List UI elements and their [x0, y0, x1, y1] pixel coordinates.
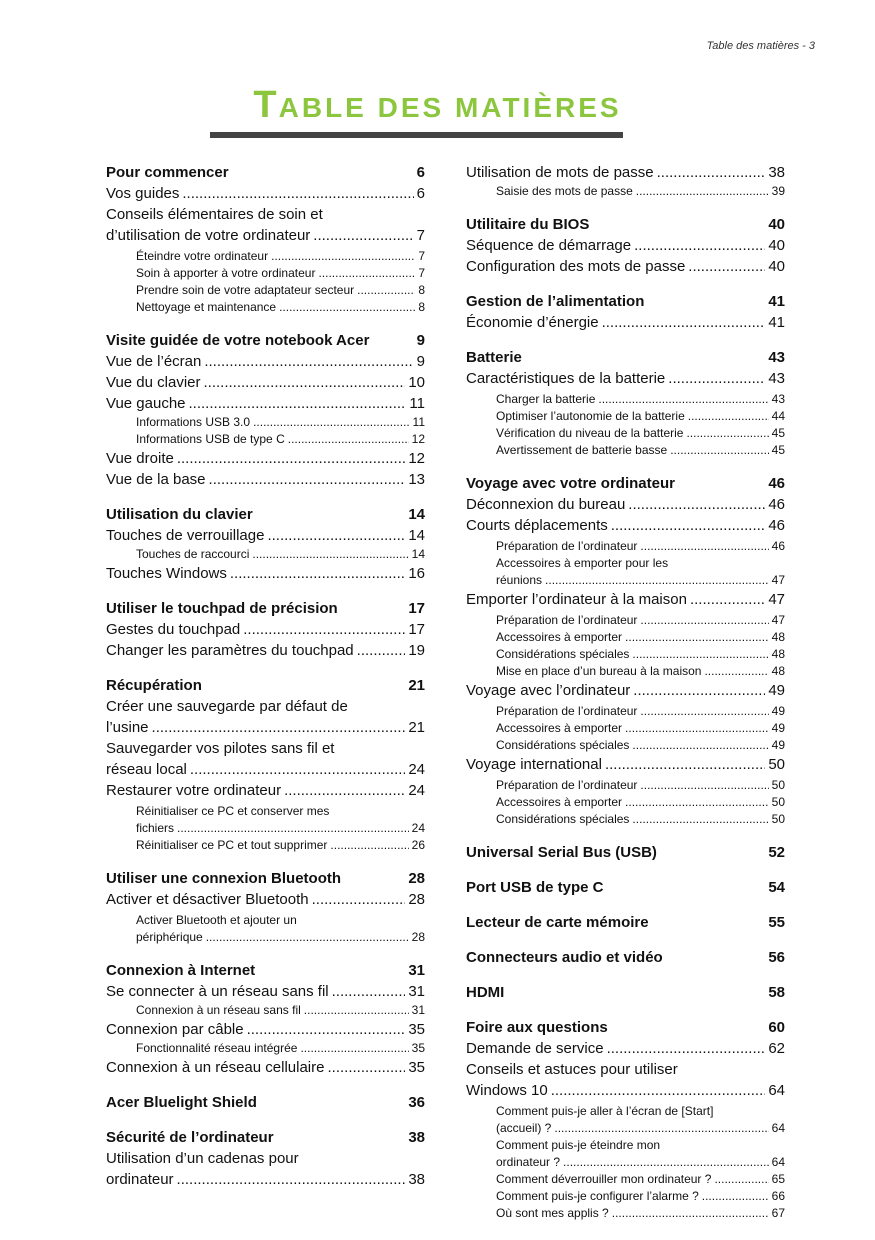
toc-section[interactable]: Utiliser le touchpad de précision 17 — [106, 600, 425, 617]
toc-subentry[interactable]: Mise en place d’un bureau à la maison ..... 48 — [496, 663, 785, 680]
page-title: TABLE DES MATIÈRES — [253, 84, 622, 126]
toc-subentry[interactable]: ordinateur ? ..... 64 — [496, 1154, 785, 1171]
toc-section[interactable]: Utiliser une connexion Bluetooth 28 — [106, 870, 425, 887]
toc-entry[interactable]: Demande de service ..... 62 — [466, 1038, 785, 1059]
toc-section[interactable]: Lecteur de carte mémoire 55 — [466, 914, 785, 931]
toc-entry[interactable]: l’usine ..... 21 — [106, 717, 425, 738]
toc-subentry[interactable]: Comment puis-je configurer l’alarme ? ..... 66 — [496, 1188, 785, 1205]
toc-entry[interactable]: Restaurer votre ordinateur ..... 24 — [106, 780, 425, 801]
toc-subentry[interactable]: Soin à apporter à votre ordinateur ..... 7 — [136, 265, 425, 282]
toc-subentry[interactable]: Informations USB 3.0 ..... 11 — [136, 414, 425, 431]
toc-entry[interactable]: Courts déplacements ..... 46 — [466, 515, 785, 536]
toc-entry[interactable]: Vue droite ..... 12 — [106, 448, 425, 469]
toc-section[interactable]: Voyage avec votre ordinateur 46 — [466, 475, 785, 492]
toc-entry[interactable]: ordinateur ..... 38 — [106, 1169, 425, 1190]
toc-subentry[interactable]: Préparation de l’ordinateur ..... 50 — [496, 777, 785, 794]
toc-entry[interactable]: Séquence de démarrage ..... 40 — [466, 235, 785, 256]
toc-left-column — [106, 162, 425, 1190]
toc-entry-line[interactable]: Sauvegarder vos pilotes sans fil et — [106, 740, 335, 757]
toc-section[interactable]: Visite guidée de votre notebook Acer 9 — [106, 332, 425, 349]
toc-subentry[interactable]: Prendre soin de votre adaptateur secteur ..... 8 — [136, 282, 425, 299]
toc-section[interactable]: Utilisation du clavier 14 — [106, 506, 425, 523]
toc-subentry[interactable]: (accueil) ? ..... 64 — [496, 1120, 785, 1137]
toc-subentry[interactable]: Optimiser l’autonomie de la batterie ..... 44 — [496, 408, 785, 425]
toc-section[interactable]: Universal Serial Bus (USB) 52 — [466, 844, 785, 861]
toc-subentry[interactable]: Fonctionnalité réseau intégrée ..... 35 — [136, 1040, 425, 1057]
toc-subentry-line[interactable]: Accessoires à emporter pour les — [496, 556, 669, 570]
toc-subentry[interactable]: Nettoyage et maintenance ..... 8 — [136, 299, 425, 316]
toc-entry[interactable]: Activer et désactiver Bluetooth ..... 28 — [106, 889, 425, 910]
toc-subentry[interactable]: Touches de raccourci ..... 14 — [136, 546, 425, 563]
toc-entry[interactable]: Se connecter à un réseau sans fil ..... 31 — [106, 981, 425, 1002]
toc-entry[interactable]: Voyage avec l’ordinateur ..... 49 — [466, 680, 785, 701]
toc-subentry[interactable]: Considérations spéciales ..... 48 — [496, 646, 785, 663]
toc-entry[interactable]: Emporter l’ordinateur à la maison ..... 47 — [466, 589, 785, 610]
toc-subentry[interactable]: Informations USB de type C ..... 12 — [136, 431, 425, 448]
toc-entry[interactable]: Gestes du touchpad ..... 17 — [106, 619, 425, 640]
toc-section[interactable]: Sécurité de l’ordinateur 38 — [106, 1129, 425, 1146]
toc-section[interactable]: Utilitaire du BIOS 40 — [466, 216, 785, 233]
toc-subentry-line[interactable]: Réinitialiser ce PC et conserver mes — [136, 804, 330, 818]
toc-entry[interactable]: Caractéristiques de la batterie ..... 43 — [466, 368, 785, 389]
toc-entry[interactable]: Touches Windows ..... 16 — [106, 563, 425, 584]
toc-subentry[interactable]: fichiers ..... 24 — [136, 820, 425, 837]
toc-entry-line[interactable]: Conseils et astuces pour utiliser — [466, 1061, 678, 1078]
title-underline — [210, 132, 623, 138]
toc-subentry[interactable]: Où sont mes applis ? ..... 67 — [496, 1205, 785, 1222]
toc-section[interactable]: Récupération 21 — [106, 677, 425, 694]
toc-subentry[interactable]: Accessoires à emporter ..... 50 — [496, 794, 785, 811]
toc-entry[interactable]: Changer les paramètres du touchpad ..... 19 — [106, 640, 425, 661]
toc-entry[interactable]: Vue de la base ..... 13 — [106, 469, 425, 490]
toc-entry[interactable]: Windows 10 ..... 64 — [466, 1080, 785, 1101]
toc-subentry[interactable]: Accessoires à emporter ..... 48 — [496, 629, 785, 646]
toc-subentry[interactable]: Préparation de l’ordinateur ..... 47 — [496, 612, 785, 629]
toc-entry[interactable]: Configuration des mots de passe ..... 40 — [466, 256, 785, 277]
toc-right-column — [466, 162, 785, 1222]
toc-entry[interactable]: Connexion à un réseau cellulaire ..... 35 — [106, 1057, 425, 1078]
toc-entry[interactable]: réseau local ..... 24 — [106, 759, 425, 780]
toc-entry[interactable]: Voyage international ..... 50 — [466, 754, 785, 775]
toc-subentry-line[interactable]: Activer Bluetooth et ajouter un — [136, 913, 297, 927]
toc-entry[interactable]: Économie d’énergie ..... 41 — [466, 312, 785, 333]
toc-subentry[interactable]: Vérification du niveau de la batterie ..... 45 — [496, 425, 785, 442]
toc-entry[interactable]: Vos guides ..... 6 — [106, 183, 425, 204]
toc-subentry[interactable]: Comment déverrouiller mon ordinateur ? ..... 65 — [496, 1171, 785, 1188]
toc-subentry[interactable]: Éteindre votre ordinateur ..... 7 — [136, 248, 425, 265]
toc-entry[interactable]: d’utilisation de votre ordinateur ..... 7 — [106, 225, 425, 246]
toc-entry-line[interactable]: Utilisation d’un cadenas pour — [106, 1150, 299, 1167]
toc-subentry-line[interactable]: Comment puis-je éteindre mon — [496, 1138, 661, 1152]
toc-entry[interactable]: Connexion par câble ..... 35 — [106, 1019, 425, 1040]
toc-entry[interactable]: Utilisation de mots de passe ..... 38 — [466, 162, 785, 183]
toc-subentry[interactable]: Préparation de l’ordinateur ..... 49 — [496, 703, 785, 720]
toc-entry-line[interactable]: Conseils élémentaires de soin et — [106, 206, 323, 223]
toc-section[interactable]: Batterie 43 — [466, 349, 785, 366]
toc-subentry[interactable]: Saisie des mots de passe ..... 39 — [496, 183, 785, 200]
toc-entry[interactable]: Vue gauche ..... 11 — [106, 393, 425, 414]
toc-section[interactable]: Port USB de type C 54 — [466, 879, 785, 896]
toc-section[interactable]: Connecteurs audio et vidéo 56 — [466, 949, 785, 966]
toc-subentry[interactable]: Réinitialiser ce PC et tout supprimer ..... 26 — [136, 837, 425, 854]
toc-subentry[interactable]: Charger la batterie ..... 43 — [496, 391, 785, 408]
toc-subentry[interactable]: Préparation de l’ordinateur ..... 46 — [496, 538, 785, 555]
toc-subentry[interactable]: Connexion à un réseau sans fil ..... 31 — [136, 1002, 425, 1019]
toc-section[interactable]: Connexion à Internet 31 — [106, 962, 425, 979]
toc-section[interactable]: Foire aux questions 60 — [466, 1019, 785, 1036]
toc-section[interactable]: Acer Bluelight Shield 36 — [106, 1094, 425, 1111]
toc-entry[interactable]: Déconnexion du bureau ..... 46 — [466, 494, 785, 515]
toc-section[interactable]: Gestion de l’alimentation 41 — [466, 293, 785, 310]
toc-subentry[interactable]: réunions ..... 47 — [496, 572, 785, 589]
toc-subentry[interactable]: Considérations spéciales ..... 50 — [496, 811, 785, 828]
toc-entry[interactable]: Touches de verrouillage ..... 14 — [106, 525, 425, 546]
toc-subentry[interactable]: Avertissement de batterie basse ..... 45 — [496, 442, 785, 459]
toc-subentry[interactable]: Considérations spéciales ..... 49 — [496, 737, 785, 754]
toc-entry-line[interactable]: Créer une sauvegarde par défaut de — [106, 698, 348, 715]
toc-section[interactable]: HDMI 58 — [466, 984, 785, 1001]
toc-subentry[interactable]: Accessoires à emporter ..... 49 — [496, 720, 785, 737]
toc-entry[interactable]: Vue du clavier ..... 10 — [106, 372, 425, 393]
toc-subentry-line[interactable]: Comment puis-je aller à l’écran de [Start] — [496, 1104, 714, 1118]
toc-entry[interactable]: Vue de l’écran ..... 9 — [106, 351, 425, 372]
toc-subentry[interactable]: périphérique ..... 28 — [136, 929, 425, 946]
toc-section[interactable]: Pour commencer 6 — [106, 164, 425, 181]
running-header: Table des matières - 3 — [706, 40, 815, 52]
